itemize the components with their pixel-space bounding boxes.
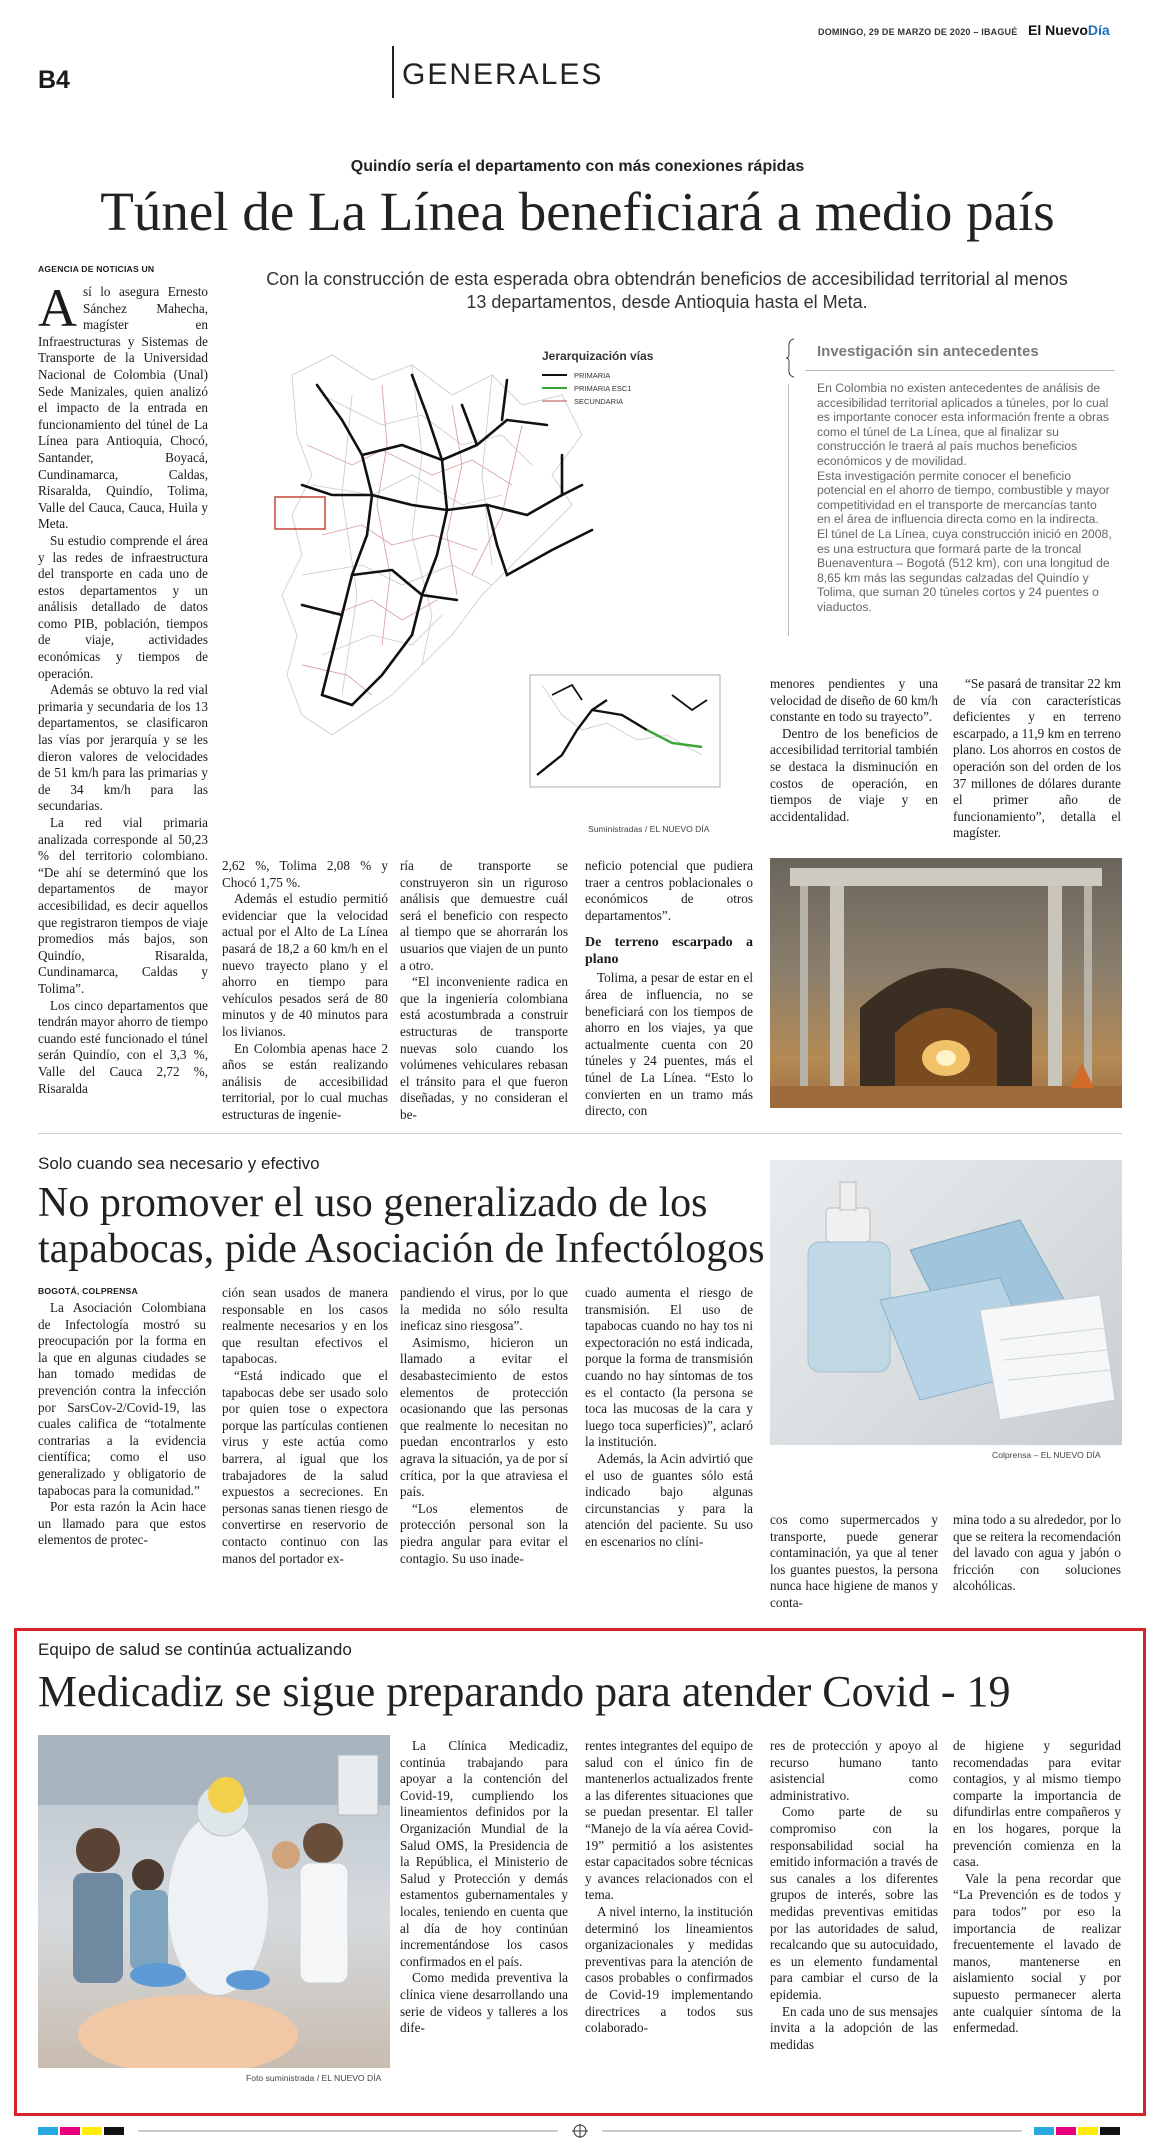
registration-marks <box>38 2124 1122 2138</box>
article3-paragraph: La Clínica Medicadiz, continúa trabajando para apoyar a la contención del Covid-19, cumpliendo los lineamientos definidos por la Organización Mundial de la Salud OMS, la Presidencia de la República, el Ministerio de Salud y Protección y demás estamentos gubernamentales y locales, teniendo en cuenta que al día de hoy continúan incrementándose los casos confirmados en el país. <box>400 1738 568 1969</box>
article1-kicker: Quindío sería el departamento con más conexiones rápidas <box>350 158 805 175</box>
training-photo-caption: Foto suministrada / EL NUEVO DÍA <box>246 2073 382 2083</box>
article1-paragraph: menores pendientes y una velocidad de diseño de 60 km/h constante en todo su trayecto”. <box>770 676 938 725</box>
map-legend <box>542 349 654 406</box>
article1-byline: AGENCIA DE NOTICIAS UN <box>38 264 155 274</box>
article3-paragraph: de higiene y seguridad recomendadas para evitar contagios, y al mismo tiempo comparte la importancia de difundirlas entre compañeros y en los hogares, porque la prevención comienza en la casa. <box>953 1738 1121 1870</box>
training-photo <box>38 1735 390 2068</box>
article1-col2 <box>222 858 388 1124</box>
tunnel-illustration <box>770 858 1122 1108</box>
article2-paragraph: Asimismo, hicieron un llamado a evitar el desabastecimiento de estos elementos de protección ocasionando que las personas que realmente lo necesitan no puedan encontrarlos y esto agrava la situación, ya de por sí crítica, por la que atraviesa el país. <box>400 1334 568 1500</box>
article3-paragraph: rentes integrantes del equipo de salud con el único fin de mantenerlos actualizados frente a las diferentes situaciones que se puedan presentar. El taller “Manejo de la vía aérea Covid-19” permitió a los asistentes estar capacitados sobre técnicas y avances relacionados con el tema. <box>585 1738 753 1903</box>
article1-paragraph: Su estudio comprende el área y las redes de infraestructura del transporte en cada uno de estos departamentos y un análisis detallado de datos como PIB, población, tiempos de viaje, actividades económicas y tiempos de operación. <box>38 532 208 681</box>
article1-col3 <box>400 858 568 1124</box>
article3-paragraph: A nivel interno, la institución determinó los lineamientos organizacionales y medidas preventivas para la atención de casos probables o confirmados de Covid-19 implementando directrices a todos sus colaborado- <box>585 1903 753 2036</box>
article1-paragraph: Además se obtuvo la red vial primaria y secundaria de los 13 departamentos, se clasificaron las vías por jerarquía y se les dieron valores de velocidades de 51 km/h para las primarias y de 34 km/h para las secundarias. <box>38 682 208 814</box>
brand-logo-text-b: Día <box>1087 22 1110 38</box>
sidebar-body <box>817 381 1113 615</box>
article2-paragraph: Por esta razón la Acin hace un llamado para que estos elementos de protec- <box>38 1499 206 1548</box>
sidebar-bracket <box>786 338 796 378</box>
article2-paragraph: mina todo a su alrededor, por lo que se reitera la recomendación del lavado con agua y jabón o fricción con soluciones alcohólicas. <box>953 1512 1121 1594</box>
page-number: B4 <box>38 66 70 94</box>
article3-col2 <box>585 1738 753 2037</box>
date-line: DOMINGO, 29 DE MARZO DE 2020 – IBAGUÉ <box>818 27 1018 37</box>
article-divider <box>38 1133 1122 1134</box>
article1-paragraph: Además el estudio permitió evidenciar que la velocidad actual por el Alto de La Línea pasará de 18,2 a 60 km/h en el nuevo trayecto plano y el ahorro en tiempo para vehículos pesados será de 80 minutos y de 40 minutos para los livianos. <box>222 891 388 1039</box>
footer-color-bar <box>38 2124 1122 2138</box>
masks-photo <box>770 1160 1122 1445</box>
article3-paragraph: Vale la pena recordar que “La Prevención es de todos y para todos” por eso la importancia de realizar frecuentemente el lavado de manos, mantenerse en aislamiento social y por supuesto permanecer alerta ante cualquier síntoma de la enfermedad. <box>953 1870 1121 2036</box>
article2-col4 <box>585 1285 753 1551</box>
article2-paragraph: ción sean usados de manera responsable en los casos realmente necesarios y en los que resultan efectivos el tapabocas. <box>222 1285 388 1367</box>
article1-dek: Con la construcción de esta esperada obra obtendrán beneficios de accesibilidad territorial al menos 13 departamentos, desde Antioquia hasta el Meta. <box>266 269 1068 312</box>
sidebar-paragraph: En Colombia no existen antecedentes de análisis de accesibilidad territorial aplicados a túneles, por lo cual es importante conocer esta información frente a obras como el túnel de La Línea, que al finalizar su construcción le traerá al país muchos beneficios económicos y de movilidad. <box>817 381 1109 468</box>
article2-col5 <box>770 1512 938 1612</box>
article2-paragraph: cuado aumenta el riesgo de transmisión. El uso de tapabocas cuando no hay tos ni expectoración no está indicada, porque la forma de transmisión cuando no hay síntomas de tos es el contacto (la persona se toca las mucosas de la cara y luego toca superficies)”, aclaró la institución. <box>585 1285 753 1450</box>
article3-col1 <box>400 1738 568 2037</box>
masks-photo-caption: Colprensa – EL NUEVO DÍA <box>992 1450 1101 1460</box>
training-illustration <box>38 1735 390 2068</box>
sidebar-title: Investigación sin antecedentes <box>817 343 1039 360</box>
sidebar-rule <box>805 370 1115 371</box>
secondary-roads <box>302 385 522 695</box>
article1-subhead: De terreno escarpado a plano <box>585 935 753 968</box>
article1-col1 <box>38 278 208 1097</box>
article2-paragraph: pandiendo el virus, por lo que la medida no sólo resulta ineficaz sino riesgosa”. <box>400 1285 568 1334</box>
article1-paragraph: En Colombia apenas hace 2 años se están realizando análisis de accesibilidad territorial, por lo cual muchas estructuras de ingenie- <box>222 1040 388 1122</box>
article1-paragraph: neficio potencial que pudiera traer a centros poblacionales o económicos de otros departamentos”. <box>585 858 753 923</box>
article2-paragraph: La Asociación Colombiana de Infectología mostró su preocupación por la forma en la que en algunas ciudades se han tomado medidas de prevención contra la infección por SarsCov-2/Covid-19, las cuales califica de “totalmente contrarias a la evidencia científica; como el uso generalizado y obligatorio de tapabocas para la comunidad.” <box>38 1300 206 1498</box>
article3-col3 <box>770 1738 938 2053</box>
article3-col4 <box>953 1738 1121 2037</box>
sidebar-paragraph: Esta investigación permite conocer el beneficio potencial en el ahorro de tiempo, combustible y mayor competitividad en el transporte de mercancías tanto en el área de influencia directa como en la indirecta. <box>817 468 1110 527</box>
tunnel-photo <box>770 858 1122 1108</box>
sidebar-paragraph: El túnel de La Línea, cuya construcción inició en 2008, es una estructura que formará parte de la troncal Buenaventura – Bogotá (512 km), con una longitud de 8,65 km más las segundas calzadas del Quindío y Tolima, que suman 20 túneles cortos y 24 puentes o viaductos. <box>817 526 1112 614</box>
article2-paragraph: Además, la Acin advirtió que el uso de guantes sólo está indicado bajo algunas circunstancias y para la atención del paciente. Su uso en escenarios no clíni- <box>585 1450 753 1549</box>
map-legend-item: PRIMARIA ESC1 <box>574 384 632 393</box>
article2-paragraph: “Los elementos de protección personal son la piedra angular para evitar el contagio. Su uso inade- <box>400 1500 568 1566</box>
map-inset <box>530 675 720 787</box>
article1-headline: Túnel de La Línea beneficiará a medio país <box>100 181 1055 242</box>
article2-headline-line: No promover el uso generalizado de los <box>38 1180 708 1226</box>
brand-logo-text-a: El Nuevo <box>1028 22 1088 38</box>
article1-paragraph: Tolima, a pesar de estar en el área de influencia, no se beneficiará con los tiempos de ahorro en los viajes, ya que actualmente cuenta con 20 túneles y 24 puentes, más el túnel de La Línea. “Esto lo convierten en un tramo más directo, con <box>585 970 753 1119</box>
article3-paragraph: Como medida preventiva la clínica viene desarrollando una serie de videos y talleres a los dife- <box>400 1970 568 2036</box>
road-map-figure <box>262 335 727 820</box>
sidebar-vert-rule <box>788 384 789 636</box>
article1-col4 <box>585 858 753 1120</box>
article3-paragraph: Como parte de su compromiso con la responsabilidad social ha emitido información a través de sus canales a los diferentes grupos de interés, sobre las medidas preventivas emitidas por las autoridades de salud, recalcando que su autocuidado, es un elemento fundamental para cambiar el curso de la epidemia. <box>770 1804 938 2002</box>
article2-col1 <box>38 1300 206 1549</box>
article3-headline: Medicadiz se sigue preparando para atender Covid - 19 <box>38 1667 1011 1716</box>
article2-paragraph: cos como supermercados y transporte, puede generar contaminación, ya que al tener los guantes puestos, la persona nunca hace higiene de manos y conta- <box>770 1512 938 1610</box>
road-map <box>262 335 727 820</box>
article1-paragraph: 2,62 %, Tolima 2,08 % y Chocó 1,75 %. <box>222 858 388 890</box>
article3-kicker: Equipo de salud se continúa actualizando <box>38 1640 352 1659</box>
article3-paragraph: res de protección y apoyo al recurso humano tanto asistencial como administrativo. <box>770 1738 938 1803</box>
article1-paragraph: La red vial primaria analizada corresponde al 50,23 % del territorio colombiano. “De ahí se determinó que los departamentos de mayor accesibilidad, es decir aquellos que registraron tiempos de viaje promedios más bajos, son Quindío, Risaralda, Cundinamarca, Caldas y Tolima”. <box>38 815 208 996</box>
brand-logo <box>1028 22 1110 38</box>
map-legend-title: Jerarquización vías <box>542 349 654 363</box>
article1-paragraph: Los cinco departamentos que tendrán mayor ahorro de tiempo cuando esté funcionado el túnel serán Quindío, con el 3,3 %, Valle del Cauca 2,72 %, Risaralda <box>38 997 208 1096</box>
map-legend-item: PRIMARIA <box>574 371 611 380</box>
article2-col3 <box>400 1285 568 1567</box>
article1-paragraph: Dentro de los beneficios de accesibilidad territorial también se destaca la disminución en costos de operación, en tiempos de viaje y en accidentalidad. <box>770 725 938 824</box>
article1-paragraph: sí lo asegura Ernesto Sánchez Mahecha, magíster en Infraestructuras y Sistemas de Transporte de la Universidad Nacional de Colombia (Unal) Sede Manizales, quien analizó el impacto de la entrada en funcionamiento del túnel de La Línea para Antioquia, Chocó, Santander, Boyacá, Cundinamarca, Caldas, Risaralda, Quindío, Tolima, Valle del Cauca, Cauca, Huila y Meta. <box>38 284 208 532</box>
section-divider <box>392 46 394 98</box>
article2-headline-line: tapabocas, pide Asociación de Infectólogos <box>38 1226 765 1272</box>
article1-paragraph: ría de transporte se construyeron sin un riguroso análisis que demuestre cuál será el beneficio con respecto al tiempo que se ahorrarán los usuarios que viajen de un punto a otro. <box>400 858 568 973</box>
article2-byline: BOGOTÁ, COLPRENSA <box>38 1286 138 1296</box>
masks-illustration <box>770 1160 1122 1445</box>
article1-dropcap: A <box>38 278 77 338</box>
section-title: GENERALES <box>402 58 604 91</box>
article1-col5 <box>770 676 938 825</box>
article1-paragraph: “Se pasará de transitar 22 km de vía con características deficientes y en terreno escarpado, a 11,9 km en terreno plano. Los ahorros en costos de operación son del orden de los 37 millones de dólares durante el primer año de funcionamiento”, detalla el magíster. <box>953 676 1121 841</box>
article2-col6 <box>953 1512 1121 1595</box>
study-area-box <box>275 497 325 529</box>
article2-kicker: Solo cuando sea necesario y efectivo <box>38 1154 320 1173</box>
article1-col6 <box>953 676 1121 842</box>
article2-paragraph: “Está indicado que el tapabocas debe ser usado solo por quien tose o expectora porque las partículas contienen virus y este actúa como barrera, al igual que los trabajadores de la salud expuestos a secreciones. En personas sanas tienen riesgo de convertirse en reservorio de contacto continuo con las manos del portador ex- <box>222 1367 388 1566</box>
article2-col2 <box>222 1285 388 1567</box>
map-legend-item: SECUNDARIA <box>574 397 624 406</box>
article3-paragraph: En cada uno de sus mensajes invita a la adopción de las medidas <box>770 2003 938 2052</box>
article2-headline <box>38 1180 768 1272</box>
map-caption: Suministradas / EL NUEVO DÍA <box>588 824 710 834</box>
article1-paragraph: “El inconveniente radica en que la ingeniería colombiana está acostumbrada a construir estructuras de transporte nuevas solo cuando los volúmenes vehiculares rebasan el tránsito para el que fueron diseñadas, y no consideran el be- <box>400 974 568 1122</box>
